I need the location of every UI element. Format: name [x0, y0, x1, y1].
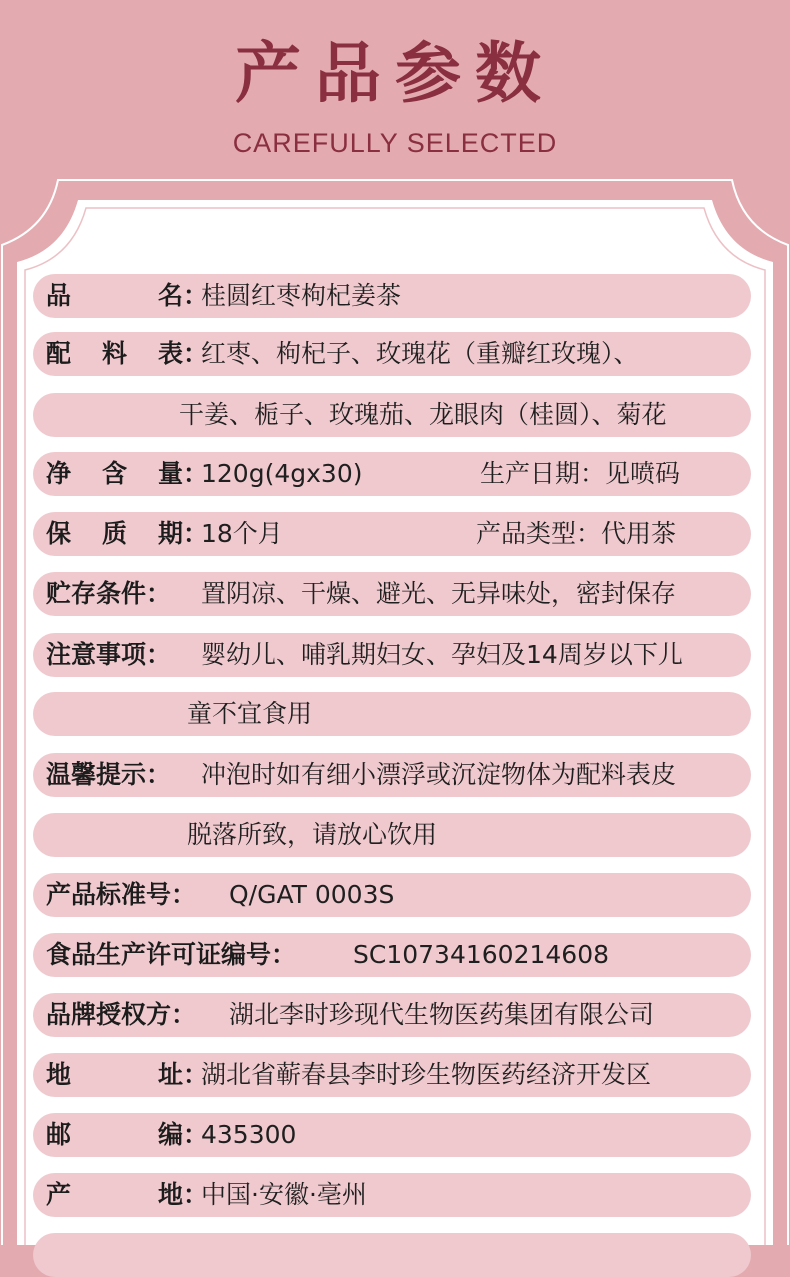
row-storage — [33, 572, 751, 616]
label-char: 地： — [157, 1180, 208, 1209]
row-tip-cont — [33, 813, 751, 857]
row-partial-cutoff — [33, 1233, 751, 1277]
row-value: SC10734160214608 — [353, 940, 610, 969]
row-postcode — [33, 1113, 751, 1157]
row-net-weight — [33, 452, 751, 496]
row-label — [46, 1053, 208, 1097]
row-shelf-life — [33, 512, 751, 556]
row-value: Q/GAT 0003S — [229, 880, 395, 909]
row-value: 中国·安徽·亳州 — [201, 1180, 367, 1209]
row-origin — [33, 1173, 751, 1217]
row-value: 置阴凉、干燥、避光、无异味处，密封保存 — [201, 579, 677, 608]
label-char: 含 — [101, 459, 127, 488]
row-name — [33, 274, 751, 318]
label-char: 产 — [46, 1180, 72, 1209]
row-standard — [33, 873, 751, 917]
label-char: 邮 — [46, 1120, 72, 1149]
row-address — [33, 1053, 751, 1097]
label-char: 质 — [101, 519, 127, 548]
row-value: 435300 — [201, 1120, 297, 1149]
row-value: 冲泡时如有细小漂浮或沉淀物体为配料表皮 — [201, 760, 677, 789]
row-label: 产品标准号： — [46, 880, 197, 909]
row-notice — [33, 633, 751, 677]
row-label — [46, 452, 208, 496]
row-label — [46, 274, 208, 318]
row-value-secondary: 产品类型：代用茶 — [476, 519, 677, 548]
row-label — [46, 1113, 208, 1157]
row-label — [46, 332, 208, 376]
label-char: 品 — [46, 281, 72, 310]
row-ingredients-cont — [33, 393, 751, 437]
label-char: 地 — [46, 1060, 72, 1089]
row-label: 食品生产许可证编号： — [46, 940, 297, 969]
row-label — [46, 512, 208, 556]
row-ingredients — [33, 332, 751, 376]
row-notice-cont — [33, 692, 751, 736]
row-value: 童不宜食用 — [187, 699, 313, 728]
row-value: 干姜、栀子、玫瑰茄、龙眼肉（桂圆）、菊花 — [179, 400, 667, 429]
row-license — [33, 933, 751, 977]
row-value: 湖北省蕲春县李时珍生物医药经济开发区 — [201, 1060, 652, 1089]
row-label: 贮存条件： — [46, 579, 172, 608]
label-char: 址： — [157, 1060, 208, 1089]
row-value: 脱落所致，请放心饮用 — [187, 820, 438, 849]
label-char: 净 — [46, 459, 72, 488]
row-value: 桂圆红枣枸杞姜茶 — [201, 281, 402, 310]
row-label: 品牌授权方： — [46, 1000, 197, 1029]
label-char: 配 — [46, 339, 72, 368]
label-char: 期： — [157, 519, 208, 548]
page-title: 产品参数 — [235, 34, 555, 112]
row-label: 温馨提示： — [46, 760, 172, 789]
row-value: 红枣、枸杞子、玫瑰花（重瓣红玫瑰）、 — [201, 339, 639, 368]
row-value: 120g(4gx30) — [201, 459, 363, 488]
row-label — [46, 1173, 208, 1217]
row-brand — [33, 993, 751, 1037]
label-char: 编： — [157, 1120, 208, 1149]
row-label: 注意事项： — [46, 640, 172, 669]
label-char: 保 — [46, 519, 72, 548]
label-char: 名： — [157, 281, 208, 310]
row-tip — [33, 753, 751, 797]
row-value-secondary: 生产日期：见喷码 — [480, 459, 681, 488]
row-value: 婴幼儿、哺乳期妇女、孕妇及14周岁以下儿 — [201, 640, 683, 669]
label-char: 表： — [157, 339, 208, 368]
label-char: 料 — [101, 339, 127, 368]
page-subtitle: CAREFULLY SELECTED — [232, 128, 558, 158]
row-value: 湖北李时珍现代生物医药集团有限公司 — [229, 1000, 655, 1029]
label-char: 量： — [157, 459, 208, 488]
row-value: 18个月 — [201, 519, 283, 548]
